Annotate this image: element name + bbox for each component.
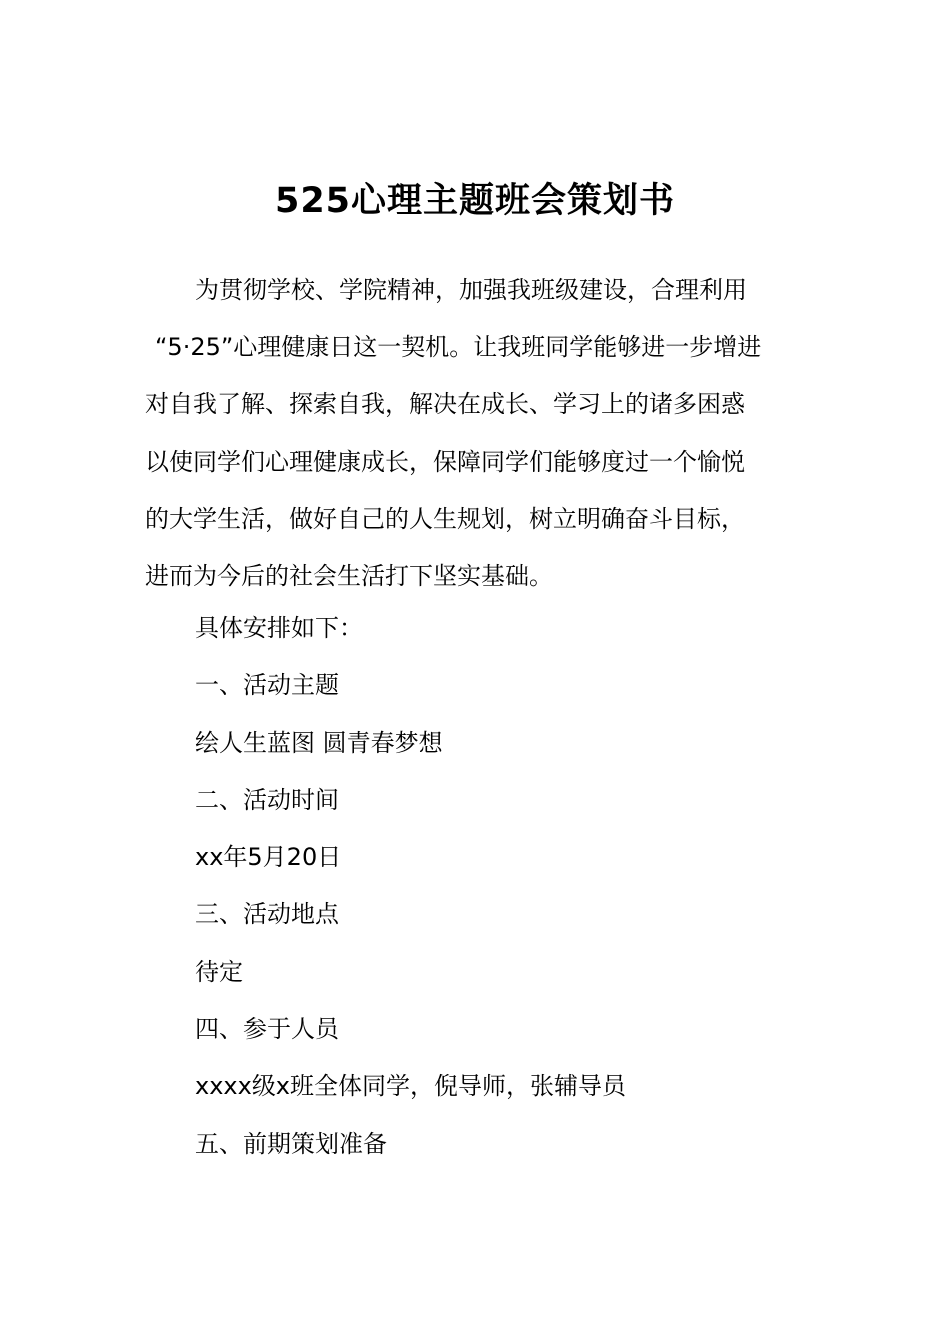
section-heading-theme: 一、活动主题 [195,671,339,700]
location-text: 待定 [195,957,243,986]
schedule-intro: 具体安排如下： [195,614,363,642]
intro-line: 进而为今后的社会生活打下坚实基础。 [145,561,553,590]
intro-line: 对自我了解、探索自我，解决在成长、学习上的诸多困惑 [145,390,745,419]
time-text: xx年5月20日 [195,843,342,872]
section-heading-location: 三、活动地点 [195,900,339,929]
section-heading-time: 二、活动时间 [195,785,339,814]
schedule-list [195,605,815,1178]
intro-line: 以使同学们心理健康成长，保障同学们能够度过一个愉悦 [145,447,745,476]
intro-line: 为贯彻学校、学院精神，加强我班级建设，合理利用 [195,276,747,304]
participants-text: xxxx级x班全体同学，倪导师，张辅导员 [195,1072,627,1101]
intro-line: “5·25”心理健康日这一契机。让我班同学能够进一步增进 [155,333,762,362]
section-heading-participants: 四、参于人员 [195,1015,339,1044]
intro-paragraph [145,262,807,605]
theme-text: 绘人生蓝图 圆青春梦想 [195,728,443,757]
section-heading-preparation: 五、前期策划准备 [195,1129,387,1158]
document-title: 525心理主题班会策划书 [274,181,676,221]
intro-line: 的大学生活，做好自己的人生规划，树立明确奋斗目标， [145,504,745,533]
